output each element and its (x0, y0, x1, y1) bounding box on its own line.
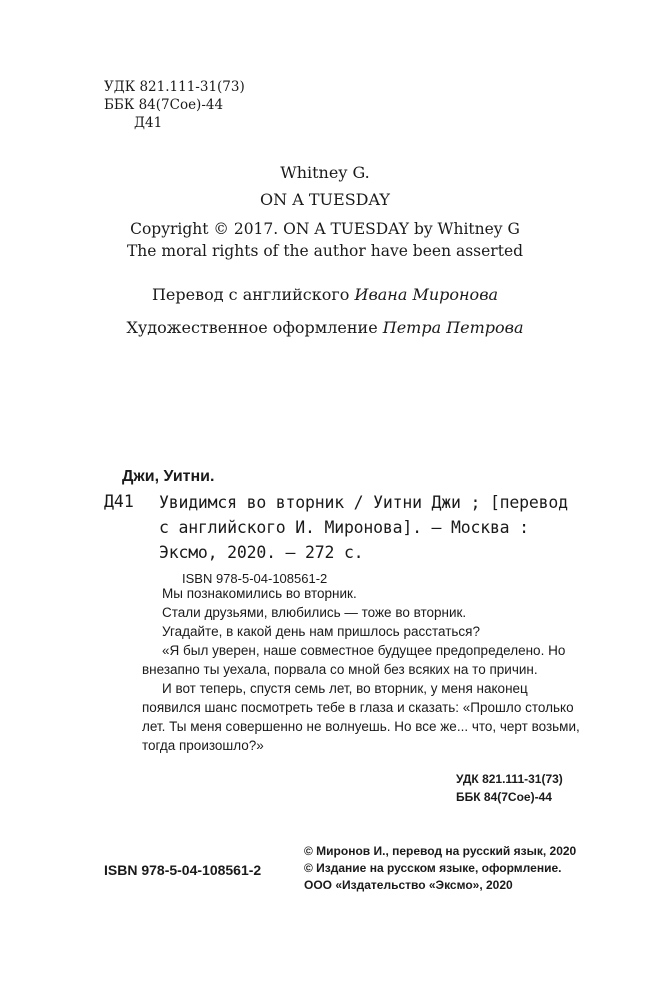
catalog-description: Увидимся во вторник / Уитни Джи ; [перевод с английского И. Миронова]. — Москва : Эксмо, 2020. — 272 с. (159, 493, 568, 562)
annotation-paragraph: И вот теперь, спустя семь лет, во вторник, у меня наконец появился шанс посмотреть тебе в глаза и сказать: «Прошло столько лет. Ты меня совершенно не волнуешь. Но все же... что, черт возьми, тогда произошло?» (142, 681, 580, 753)
isbn-large: ISBN 978-5-04-108561-2 (104, 862, 262, 878)
annotation-paragraph: Угадайте, в какой день нам пришлось расстаться? (162, 624, 480, 639)
copyright-notices (304, 843, 576, 894)
copyright-line: Copyright © 2017. ON A TUESDAY by Whitney G (130, 220, 520, 238)
annotation-paragraph: Мы познакомились во вторник. (162, 586, 357, 601)
catalog-author-sign: Д41 (104, 492, 134, 511)
catalog-isbn: ISBN 978-5-04-108561-2 (182, 571, 328, 586)
design-credit (0, 318, 650, 337)
udk-code-top: УДК 821.111-31(73) (104, 79, 245, 95)
catalog-author-heading: Джи, Уитни. (122, 468, 215, 485)
bbk-code-top: ББК 84(7Сое)-44 (104, 97, 224, 113)
bbk-code-bottom: ББК 84(7Сое)-44 (456, 790, 552, 804)
original-title: ON A TUESDAY (260, 190, 390, 209)
bottom-codes (456, 770, 563, 806)
design-label: Художественное оформление (126, 318, 378, 337)
original-author: Whitney G. (280, 163, 370, 182)
designer-name: Петра Петрова (382, 318, 524, 337)
copyright-notice: © Издание на русском языке, оформление. (304, 861, 562, 875)
author-sign-top: Д41 (134, 115, 163, 131)
annotation-paragraph: «Я был уверен, наше совместное будущее предопределено. Но внезапно ты уехала, порвала со мной без всяких на то причин. (142, 643, 566, 677)
annotation (142, 584, 582, 755)
copyright-notice: ООО «Издательство «Эксмо», 2020 (304, 878, 513, 892)
moral-rights-line: The moral rights of the author have been asserted (126, 242, 524, 260)
udk-code-bottom: УДК 821.111-31(73) (456, 772, 563, 786)
copyright-notice: © Миронов И., перевод на русский язык, 2020 (304, 844, 577, 858)
annotation-paragraph: Стали друзьями, влюбились — тоже во вторник. (162, 605, 467, 620)
translation-credit (0, 285, 650, 304)
translator-name: Ивана Миронова (354, 285, 499, 304)
translation-label: Перевод с английского (151, 285, 350, 304)
